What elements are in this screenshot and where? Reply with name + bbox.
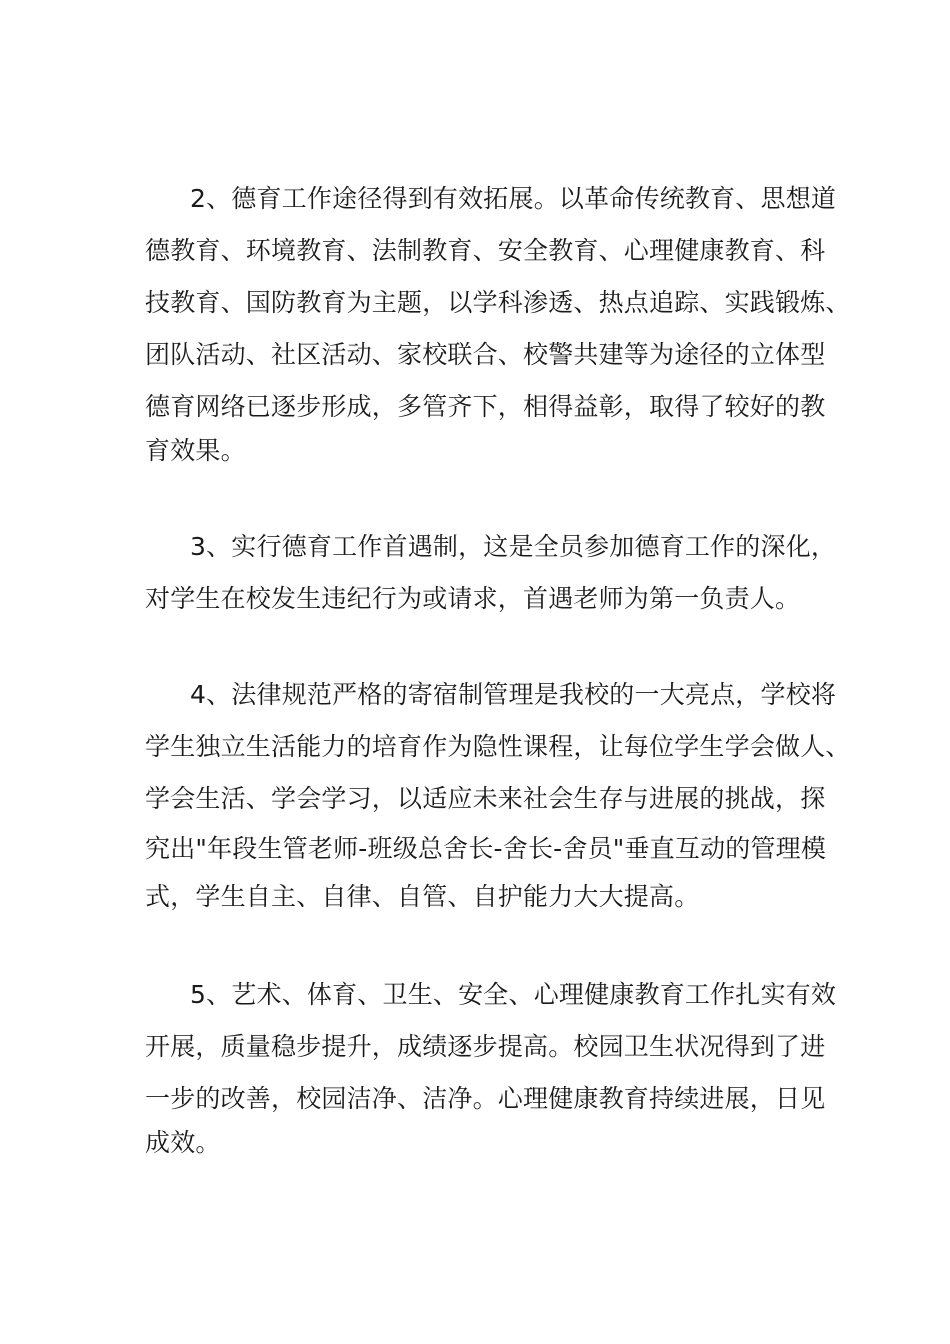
paragraph-line: 5、艺术、体育、卫生、安全、心理健康教育工作扎实有效 bbox=[190, 980, 837, 1009]
paragraph-line: 开展，质量稳步提升，成绩逐步提高。校园卫生状况得到了进 bbox=[145, 1032, 826, 1061]
paragraph-line: 学生独立生活能力的培育作为隐性课程，让每位学生学会做人、 bbox=[145, 732, 851, 761]
paragraph-line: 学会生活、学会学习，以适应未来社会生存与进展的挑战，探 bbox=[145, 784, 826, 813]
paragraph-line: 德育网络已逐步形成，多管齐下，相得益彰，取得了较好的教 bbox=[145, 392, 826, 421]
paragraph-line: 3、实行德育工作首遇制，这是全员参加德育工作的深化， bbox=[190, 532, 837, 561]
paragraph-line: 育效果。 bbox=[145, 436, 246, 465]
paragraph-line: 一步的改善，校园洁净、洁净。心理健康教育持续进展，日见 bbox=[145, 1084, 826, 1113]
paragraph-line: 对学生在校发生违纪行为或请求，首遇老师为第一负责人。 bbox=[145, 584, 801, 613]
paragraph-line: 式，学生自主、自律、自管、自护能力大大提高。 bbox=[145, 882, 700, 911]
paragraph-line: 4、法律规范严格的寄宿制管理是我校的一大亮点，学校将 bbox=[190, 680, 837, 709]
paragraph-line: 团队活动、社区活动、家校联合、校警共建等为途径的立体型 bbox=[145, 340, 826, 369]
paragraph-line: 德教育、环境教育、法制教育、安全教育、心理健康教育、科 bbox=[145, 236, 826, 265]
paragraph-line: 2、德育工作途径得到有效拓展。以革命传统教育、思想道 bbox=[190, 184, 837, 213]
paragraph-line: 究出"年段生管老师-班级总舍长-舍长-舍员"垂直互动的管理模 bbox=[145, 834, 827, 863]
paragraph-line: 技教育、国防教育为主题，以学科渗透、热点追踪、实践锻炼、 bbox=[145, 288, 851, 317]
paragraph-line: 成效。 bbox=[145, 1128, 221, 1157]
